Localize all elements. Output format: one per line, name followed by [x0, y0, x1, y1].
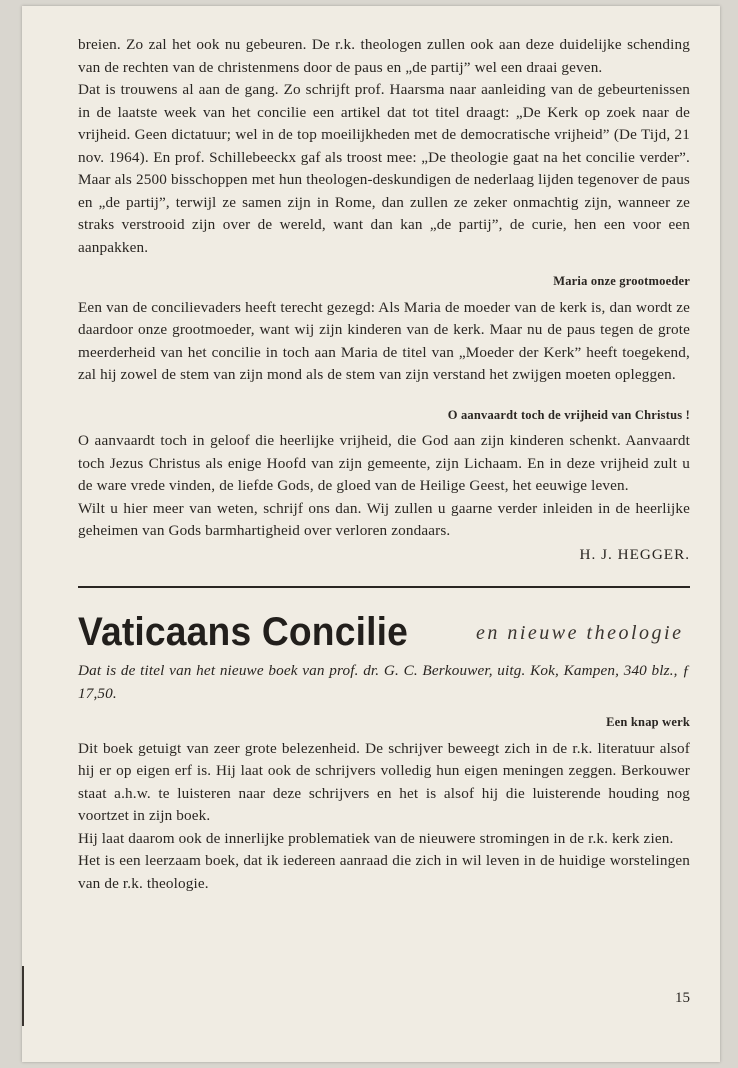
- article-subtitle: en nieuwe theologie: [476, 622, 684, 644]
- article-title: Vaticaans Concilie: [78, 610, 409, 654]
- paragraph: Dat is trouwens al aan de gang. Zo schrijft prof. Haarsma naar aanleiding van de gebeurtenissen in de laatste week van het concilie een artikel dat tot titel draagt: „De Kerk op zoek naar de vrijheid. Geen dictatuur; wel in de top moeilijkheden met de democratische vrijheid” (De Tijd, 21 nov. 1964). En prof. Schillebeeckx gaf als troost mee: „De theologie gaat na het concilie verder”. Maar als 2500 bisschoppen met hun theologen-deskundigen de nederlaag lijden tegenover de paus en „de partij”, terwijl ze samen zijn in Rome, dan zullen ze zeker onmachtig zijn, wanneer ze straks verstrooid zijn over de wereld, want dan kan „de partij”, de curie, hen een voor een aanpakken.: [78, 81, 690, 256]
- paragraph: O aanvaardt toch in geloof die heerlijke vrijheid, die God aan zijn kinderen schenkt. Aanvaardt toch Jezus Christus als enige Hoofd van zijn gemeente, zijn Lichaam. En in deze vrijheid zult u de ware vrede vinden, de liefde Gods, de gloed van de Heilige Geest, het eeuwige leven.: [78, 432, 690, 494]
- paragraph: Wilt u hier meer van weten, schrijf ons dan. Wij zullen u gaarne verder inleiden in de heerlijke geheimen van Gods barmhartigheid over verloren zondaars.: [78, 499, 690, 539]
- article-title-row: [78, 604, 690, 660]
- section-heading-maria: Maria onze grootmoeder: [553, 274, 690, 288]
- section-heading-vrijheid: O aanvaardt toch de vrijheid van Christus !: [447, 407, 690, 422]
- binding-mark: [22, 966, 24, 1026]
- paragraph: breien. Zo zal het ook nu gebeuren. De r.k. theologen zullen ook aan deze duidelijke schending van de rechten van de christenmens door de paus en „de partij” wel een draai geven.: [78, 36, 690, 76]
- page-number: 15: [675, 990, 690, 1006]
- paragraph: Dit boek getuigt van zeer grote belezenheid. De schrijver beweegt zich in de r.k. literatuur alsof hij er op eigen erf is. Hij laat ook de schrijvers volledig hun eigen meningen zeggen. Berkouwer staat a.h.w. te luisteren naar deze schrijvers en het is alsof hij die luisterende houding nog voortzet in zijn boek.: [78, 739, 690, 824]
- book-intro: Dat is de titel van het nieuwe boek van prof. dr. G. C. Berkouwer, uitg. Kok, Kampen, 340 blz., ƒ 17,50.: [78, 662, 690, 702]
- signature: H. J. HEGGER.: [579, 545, 690, 563]
- paragraph: Hij laat daarom ook de innerlijke problematiek van de nieuwere stromingen in de r.k. kerk zien.: [78, 829, 674, 847]
- paragraph: Het is een leerzaam boek, dat ik iedereen aanraad die zich in wil leven in de huidige worstelingen van de r.k. theologie.: [78, 852, 690, 892]
- page: [22, 6, 720, 1062]
- paragraph: Een van de concilievaders heeft terecht gezegd: Als Maria de moeder van de kerk is, dan wordt ze daardoor onze grootmoeder, want wij zijn kinderen van de kerk. Maar nu de paus tegen de grote meerderheid van het concilie in toch aan Maria de titel van „Moeder der Kerk” heeft toegekend, zal hij zowel de stem van zijn mond als de stem van zijn verstand het zwijgen moeten opleggen.: [78, 298, 690, 383]
- divider: [78, 586, 690, 588]
- section-heading-knap-werk: Een knap werk: [606, 715, 690, 729]
- content-column: [78, 34, 690, 895]
